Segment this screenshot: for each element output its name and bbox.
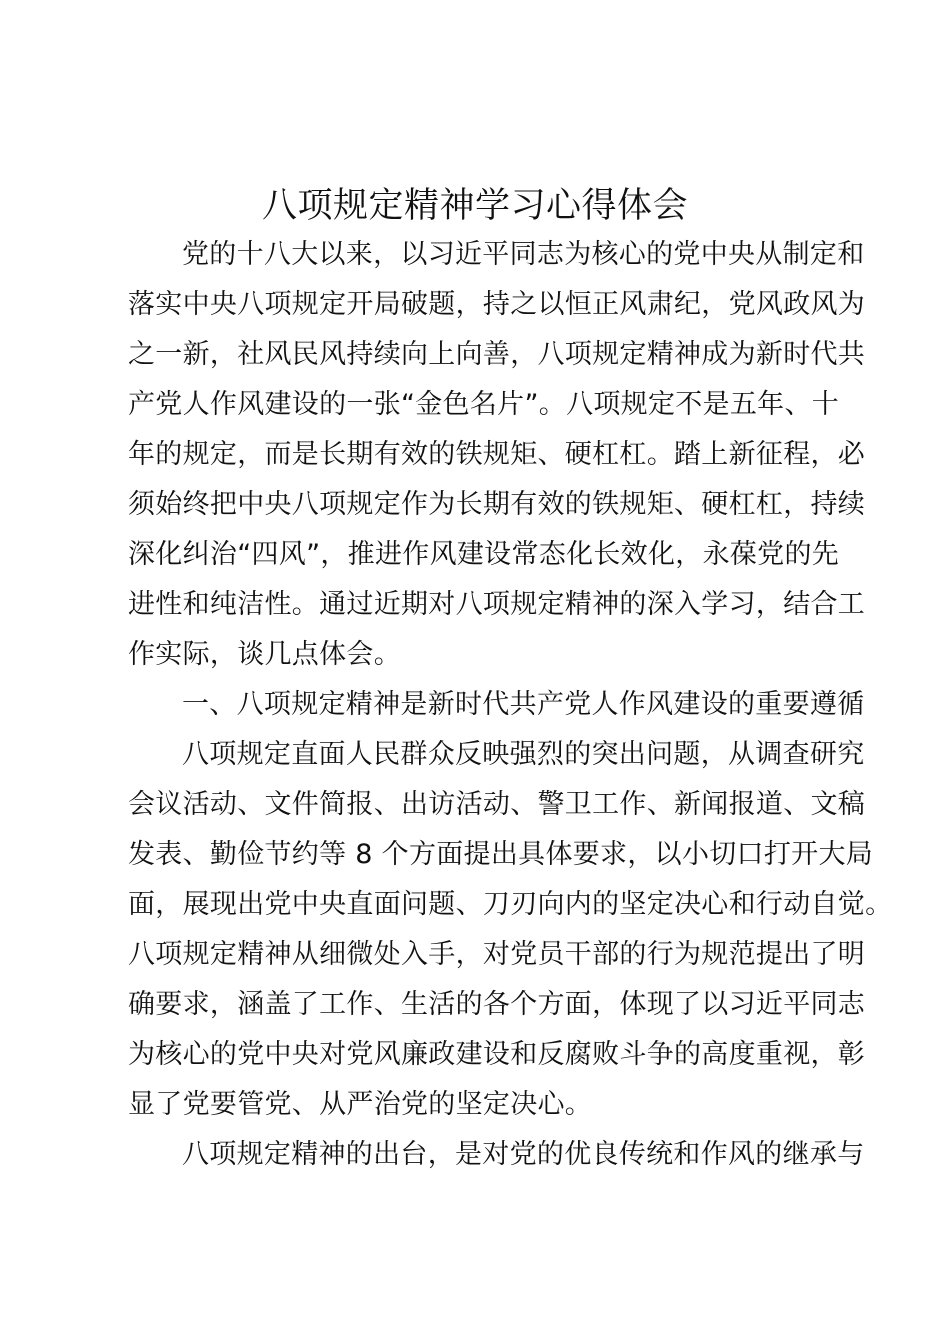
paragraph-line: 八项规定直面人民群众反映强烈的突出问题，从调查研究 xyxy=(182,739,865,770)
paragraph-line: 确要求，涵盖了工作、生活的各个方面，体现了以习近平同志 xyxy=(128,989,866,1020)
paragraph-line: 发表、勤俭节约等 8 个方面提出具体要求，以小切口打开大局 xyxy=(128,839,874,870)
paragraph-line: 年的规定，而是长期有效的铁规矩、硬杠杠。踏上新征程，必 xyxy=(128,439,866,470)
paragraph-line: 党的十八大以来，以习近平同志为核心的党中央从制定和 xyxy=(182,239,865,270)
paragraph-line: 八项规定精神的出台，是对党的优良传统和作风的继承与 xyxy=(182,1139,865,1170)
paragraph-line: 作实际，谈几点体会。 xyxy=(128,639,401,670)
paragraph-line: 八项规定精神从细微处入手，对党员干部的行为规范提出了明 xyxy=(128,939,866,970)
paragraph-line: 产党人作风建设的一张“金色名片”。八项规定不是五年、十 xyxy=(128,389,840,420)
document-title: 八项规定精神学习心得体会 xyxy=(261,186,688,226)
paragraph-line: 深化纠治“四风”，推进作风建设常态化长效化，永葆党的先 xyxy=(128,539,840,570)
paragraph-line: 落实中央八项规定开局破题，持之以恒正风肃纪，党风政风为 xyxy=(128,289,866,320)
paragraph-line: 之一新，社风民风持续向上向善，八项规定精神成为新时代共 xyxy=(128,339,866,370)
section-heading: 一、八项规定精神是新时代共产党人作风建设的重要遵循 xyxy=(182,689,865,720)
paragraph-line: 进性和纯洁性。通过近期对八项规定精神的深入学习，结合工 xyxy=(128,589,866,620)
paragraph-line: 会议活动、文件简报、出访活动、警卫工作、新闻报道、文稿 xyxy=(128,789,866,820)
paragraph-line: 须始终把中央八项规定作为长期有效的铁规矩、硬杠杠，持续 xyxy=(128,489,866,520)
paragraph-line: 显了党要管党、从严治党的坚定决心。 xyxy=(128,1089,593,1120)
document-body xyxy=(128,230,893,1180)
paragraph-line: 为核心的党中央对党风廉政建设和反腐败斗争的高度重视，彰 xyxy=(128,1039,866,1070)
paragraph-line: 面，展现出党中央直面问题、刀刃向内的坚定决心和行动自觉。 xyxy=(128,889,893,920)
